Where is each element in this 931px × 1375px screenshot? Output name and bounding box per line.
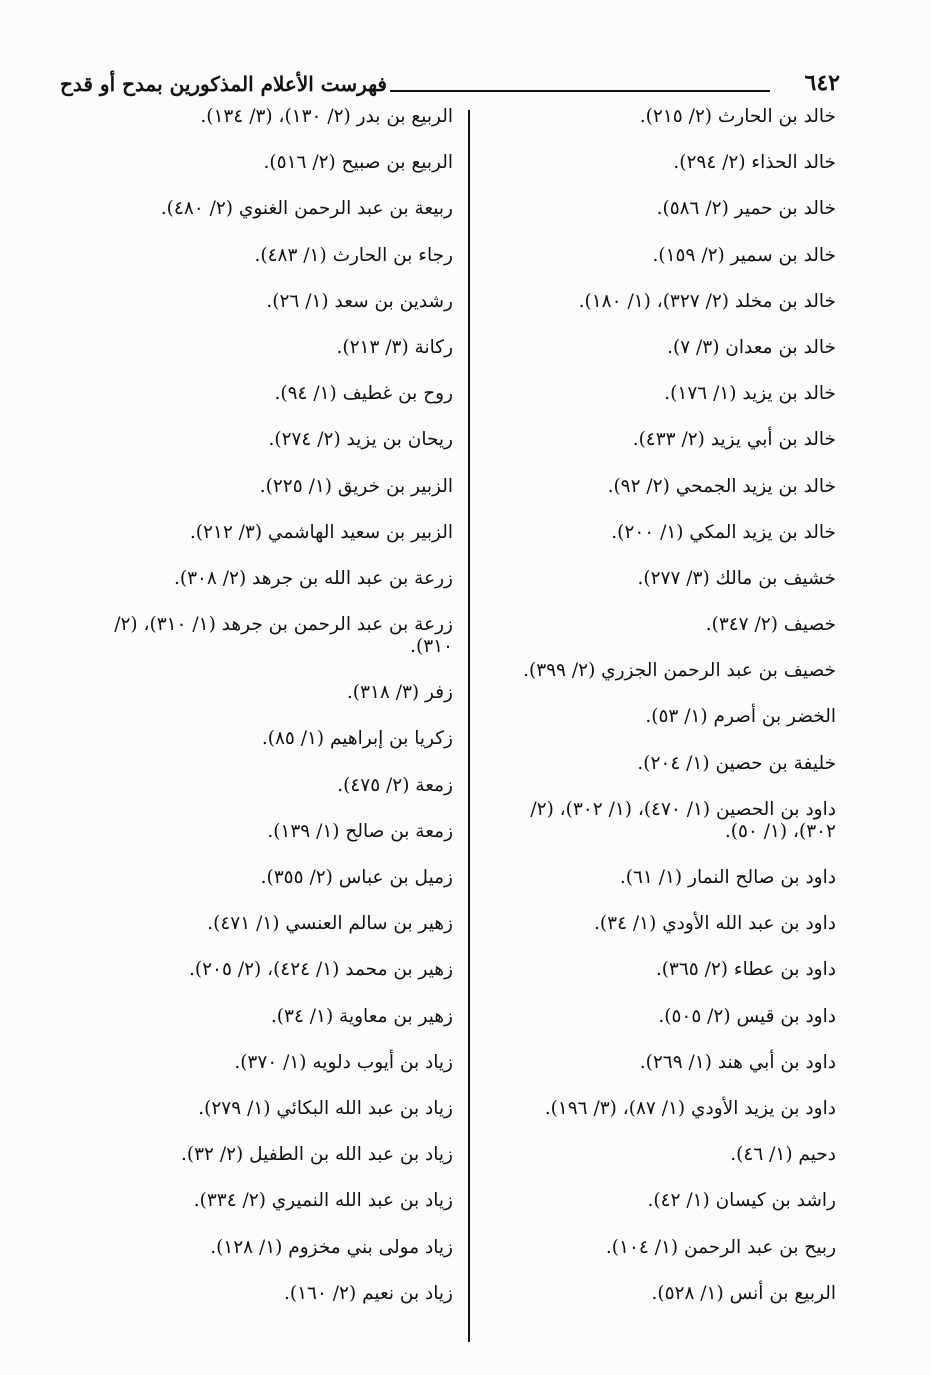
column-divider xyxy=(468,110,470,1342)
index-entry: الزبير بن خريق (١/ ٢٢٥). xyxy=(259,475,453,497)
index-entry: زكريا بن إبراهيم (١/ ٨٥). xyxy=(261,728,453,750)
index-entry: داود بن صالح النمار (١/ ٦١). xyxy=(619,867,836,888)
index-entry: خصيف (٢/ ٣٤٧). xyxy=(705,614,836,636)
page-number: ٦٤٢ xyxy=(804,70,840,96)
index-entry: زمعة بن صالح (١/ ١٣٩). xyxy=(267,820,453,842)
index-entry: داود بن الحصين (١/ ٤٧٠)، (١/ ٣٠٢)، (٢/ ٣٠٢)، (١/ ٥٠). xyxy=(530,798,836,842)
index-entry: داود بن أبي هند (١/ ٢٦٩). xyxy=(639,1051,836,1073)
index-entry: زهير بن محمد (١/ ٤٢٤)، (٢/ ٢٠٥). xyxy=(189,959,453,981)
page-header xyxy=(60,70,840,110)
index-entry: خصيف بن عبد الرحمن الجزري (٢/ ٣٩٩). xyxy=(523,660,836,682)
index-entry: ريحان بن يزيد (٢/ ٢٧٤). xyxy=(268,429,453,451)
index-entry: زرعة بن عبد الرحمن بن جرهد (١/ ٣١٠)، (٢/ ٣١٠). xyxy=(114,614,453,658)
index-entry: زياد بن عبد الله النميري (٢/ ٣٣٤). xyxy=(193,1190,453,1212)
index-entry: زياد بن عبد الله البكائي (١/ ٢٧٩). xyxy=(198,1097,453,1119)
index-entry: ربيعة بن عبد الرحمن الغنوي (٢/ ٤٨٠). xyxy=(160,198,453,220)
index-entry: رشدين بن سعد (١/ ٢٦). xyxy=(266,290,453,312)
index-entry: زياد بن أيوب دلويه (١/ ٣٧٠). xyxy=(234,1051,453,1073)
index-entry: زياد بن نعيم (٢/ ١٦٠). xyxy=(283,1282,453,1304)
index-entry: الزبير بن سعيد الهاشمي (٣/ ٢١٢). xyxy=(189,521,453,543)
index-entry: زهير بن معاوية (١/ ٣٤). xyxy=(270,1005,453,1027)
index-entry: رجاء بن الحارث (١/ ٤٨٣). xyxy=(254,244,453,266)
index-entry: زياد بن عبد الله بن الطفيل (٢/ ٣٢). xyxy=(180,1144,453,1166)
index-entry: زياد مولى بني مخزوم (١/ ١٢٨). xyxy=(210,1236,453,1258)
index-entry: الربيع بن صبيح (٢/ ٥١٦). xyxy=(263,152,453,174)
header-rule xyxy=(390,90,770,92)
index-entry: ركانة (٣/ ٢١٣). xyxy=(336,336,453,358)
running-title: فهرست الأعلام المذكورين بمدح أو قدح xyxy=(60,72,387,96)
index-entry: زهير بن سالم العنسي (١/ ٤٧١). xyxy=(207,913,453,935)
index-entry: خالد بن مخلد (٢/ ٣٢٧)، (١/ ١٨٠). xyxy=(578,290,836,312)
index-entry: خالد بن أبي يزيد (٢/ ٤٣٣). xyxy=(632,429,836,451)
index-entry: خالد بن معدان (٣/ ٧). xyxy=(667,336,836,358)
index-entry: داود بن عبد الله الأودي (١/ ٣٤). xyxy=(594,913,836,935)
index-entry: خالد بن الحارث (٢/ ٢١٥). xyxy=(639,106,836,127)
index-entry: خالد بن يزيد المكي (١/ ٢٠٠). xyxy=(611,521,836,543)
index-entry: خشيف بن مالك (٣/ ٢٧٧). xyxy=(637,567,836,589)
index-entry: الربيع بن أنس (١/ ٥٢٨). xyxy=(651,1282,836,1304)
index-entry: خالد بن حمير (٢/ ٥٨٦). xyxy=(656,198,836,220)
index-entry: دحيم (١/ ٤٦). xyxy=(730,1144,836,1166)
index-entry: ربيح بن عبد الرحمن (١/ ١٠٤). xyxy=(605,1236,836,1258)
index-entry: زميل بن عباس (٢/ ٣٥٥). xyxy=(260,867,453,888)
left-column xyxy=(93,106,453,1329)
index-entry: الربيع بن بدر (٢/ ١٣٠)، (٣/ ١٣٤). xyxy=(200,106,453,127)
index-entry: زفر (٣/ ٣١٨). xyxy=(346,682,453,704)
index-entry: الخضر بن أصرم (١/ ٥٣). xyxy=(645,706,836,728)
right-column xyxy=(476,106,836,1329)
index-entry: داود بن يزيد الأودي (١/ ٨٧)، (٣/ ١٩٦). xyxy=(544,1097,836,1119)
index-entry: روح بن غطيف (١/ ٩٤). xyxy=(274,383,453,405)
index-entry: داود بن عطاء (٢/ ٣٦٥). xyxy=(655,959,836,981)
index-entry: خالد بن يزيد (١/ ١٧٦). xyxy=(664,383,836,405)
index-entry: خالد بن سمير (٢/ ١٥٩). xyxy=(652,244,836,266)
index-entry: داود بن قيس (٢/ ٥٠٥). xyxy=(658,1005,836,1027)
index-entry: زمعة (٢/ ٤٧٥). xyxy=(337,774,453,796)
index-entry: خليفة بن حصين (١/ ٢٠٤). xyxy=(637,752,836,774)
index-entry: خالد بن يزيد الجمحي (٢/ ٩٢). xyxy=(607,475,836,497)
index-entry: زرعة بن عبد الله بن جرهد (٢/ ٣٠٨). xyxy=(173,567,453,589)
index-entry: خالد الحذاء (٢/ ٢٩٤). xyxy=(673,152,836,174)
index-entry: راشد بن كيسان (١/ ٤٢). xyxy=(647,1190,836,1212)
